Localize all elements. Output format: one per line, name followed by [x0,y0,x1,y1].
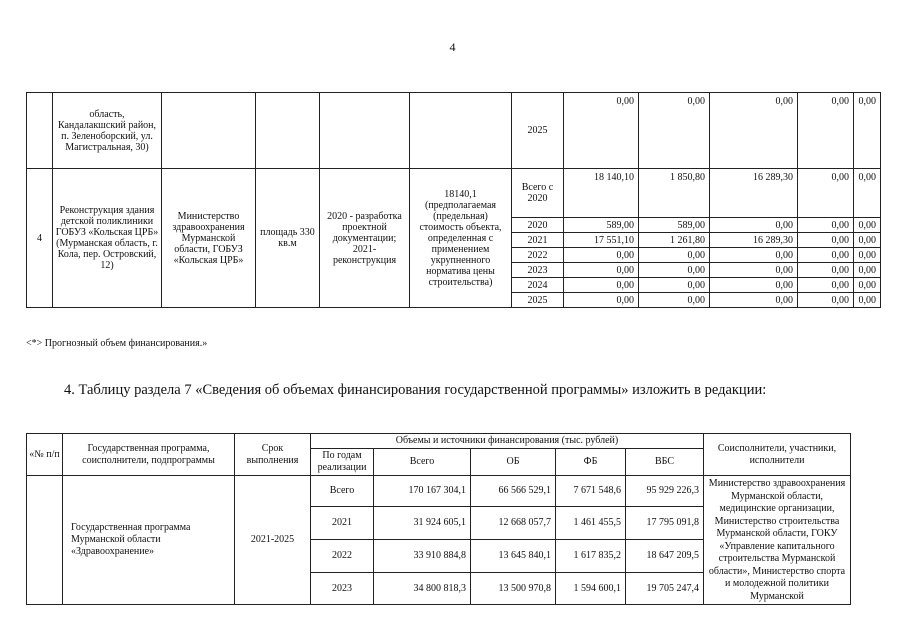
year-cell: 2025 [512,293,564,308]
value-cell: 0,00 [564,278,639,293]
value-cell: 0,00 [564,263,639,278]
fb-cell: 1 617 835,2 [556,539,626,572]
row-number-cell [27,476,63,605]
year-cell: 2022 [311,539,374,572]
value-cell: 0,00 [639,93,710,169]
value-cell: 0,00 [710,93,798,169]
value-cell: 0,00 [564,93,639,169]
fb-cell: 1 594 600,1 [556,573,626,605]
header-ob: ОБ [471,449,556,476]
header-executors: Соисполнители, участники, исполнители [704,434,851,476]
year-cell: 2021 [512,233,564,248]
value-cell: 0,00 [639,248,710,263]
year-cell: 2021 [311,506,374,539]
total-cell: 170 167 304,1 [374,476,471,507]
value-cell: 0,00 [710,263,798,278]
vbs-cell: 19 705 247,4 [626,573,704,605]
value-cell: 0,00 [854,248,881,263]
header-volumes: Объемы и источники финансирования (тыс. рублей) [311,434,704,449]
financing-table [26,433,851,605]
value-cell: 0,00 [798,218,854,233]
vbs-cell: 95 929 226,3 [626,476,704,507]
ob-cell: 13 500 970,8 [471,573,556,605]
objects-table [26,92,881,308]
value-cell: 0,00 [798,233,854,248]
value-cell: 0,00 [798,248,854,263]
header-num: «№ п/п [27,434,63,476]
table-row [27,476,851,507]
period-cell: 2020 - разработка проектной документации; 2021- реконструкция [320,169,410,308]
total-cell: 31 924 605,1 [374,506,471,539]
value-cell: 18 140,10 [564,169,639,218]
header-program: Государственная программа, соисполнители, подпрограммы [63,434,235,476]
value-cell: 0,00 [639,278,710,293]
year-cell: 2020 [512,218,564,233]
header-vbs: ВБС [626,449,704,476]
customer-cell: Министерство здравоохранения Мурманской области, ГОБУЗ «Кольская ЦРБ» [162,169,256,308]
ob-cell: 66 566 529,1 [471,476,556,507]
value-cell: 0,00 [639,293,710,308]
value-cell: 0,00 [854,169,881,218]
value-cell: 0,00 [639,263,710,278]
value-cell: 0,00 [854,263,881,278]
year-cell: 2023 [512,263,564,278]
vbs-cell: 17 795 091,8 [626,506,704,539]
page-number: 4 [449,40,456,54]
table-row [27,169,881,218]
value-cell: 0,00 [710,278,798,293]
value-cell: 0,00 [798,169,854,218]
total-cell: 33 910 884,8 [374,539,471,572]
value-cell: 0,00 [798,93,854,169]
year-cell: 2022 [512,248,564,263]
header-total: Всего [374,449,471,476]
value-cell: 0,00 [564,293,639,308]
term-cell: 2021-2025 [235,476,311,605]
total-cell: 34 800 818,3 [374,573,471,605]
value-cell: 0,00 [710,248,798,263]
value-cell: 0,00 [710,293,798,308]
program-name-cell: Государственная программа Мурманской области «Здравоохранение» [63,476,235,605]
value-cell: 589,00 [639,218,710,233]
vbs-cell: 18 647 209,5 [626,539,704,572]
header-fb: ФБ [556,449,626,476]
object-address-cell: область, Кандалакшский район, п. Зеленоборский, ул. Магистральная, 30) [53,93,162,169]
capacity-cell: площадь 330 кв.м [256,169,320,308]
value-cell: 0,00 [854,218,881,233]
year-cell: 2025 [512,93,564,169]
object-name-cell: Реконструкция здания детской поликлиники ГОБУЗ «Кольская ЦРБ» (Мурманская область, г. Кола, пер. Островский, 12) [53,169,162,308]
ob-cell: 12 668 057,7 [471,506,556,539]
table-row [27,93,881,169]
value-cell: 0,00 [798,278,854,293]
value-cell: 0,00 [564,248,639,263]
fb-cell: 7 671 548,6 [556,476,626,507]
fb-cell: 1 461 455,5 [556,506,626,539]
value-cell: 16 289,30 [710,169,798,218]
year-cell: Всего с 2020 [512,169,564,218]
header-row [27,434,851,449]
value-cell: 0,00 [854,278,881,293]
year-cell: 2024 [512,278,564,293]
value-cell: 589,00 [564,218,639,233]
value-cell: 17 551,10 [564,233,639,248]
executors-cell: Министерство здравоохранения Мурманской области, медицинские организации, Министерство строительства Мурманской области, ГОКУ «Управление капитального строительства Мурманской области», Министерство спорта и молодежной политики Мурманской [704,476,851,605]
value-cell: 0,00 [854,233,881,248]
value-cell: 16 289,30 [710,233,798,248]
value-cell: 0,00 [854,293,881,308]
header-term: Срок выполнения [235,434,311,476]
value-cell: 1 261,80 [639,233,710,248]
year-cell: 2023 [311,573,374,605]
value-cell: 1 850,80 [639,169,710,218]
cost-cell: 18140,1 (предполагаемая (предельная) стоимость объекта, определенная с применением укрупненного норматива цены строительства) [410,169,512,308]
ob-cell: 13 645 840,1 [471,539,556,572]
section-heading: 4. Таблицу раздела 7 «Сведения об объемах финансирования государственной программы» изложить в редакции: [64,382,767,398]
value-cell: 0,00 [854,93,881,169]
row-number-cell [27,93,53,169]
row-number-cell: 4 [27,169,53,308]
value-cell: 0,00 [710,218,798,233]
value-cell: 0,00 [798,263,854,278]
value-cell: 0,00 [798,293,854,308]
footnote: <*> Прогнозный объем финансирования.» [26,338,208,349]
header-by-year: По годам реализации [311,449,374,476]
year-cell: Всего [311,476,374,507]
